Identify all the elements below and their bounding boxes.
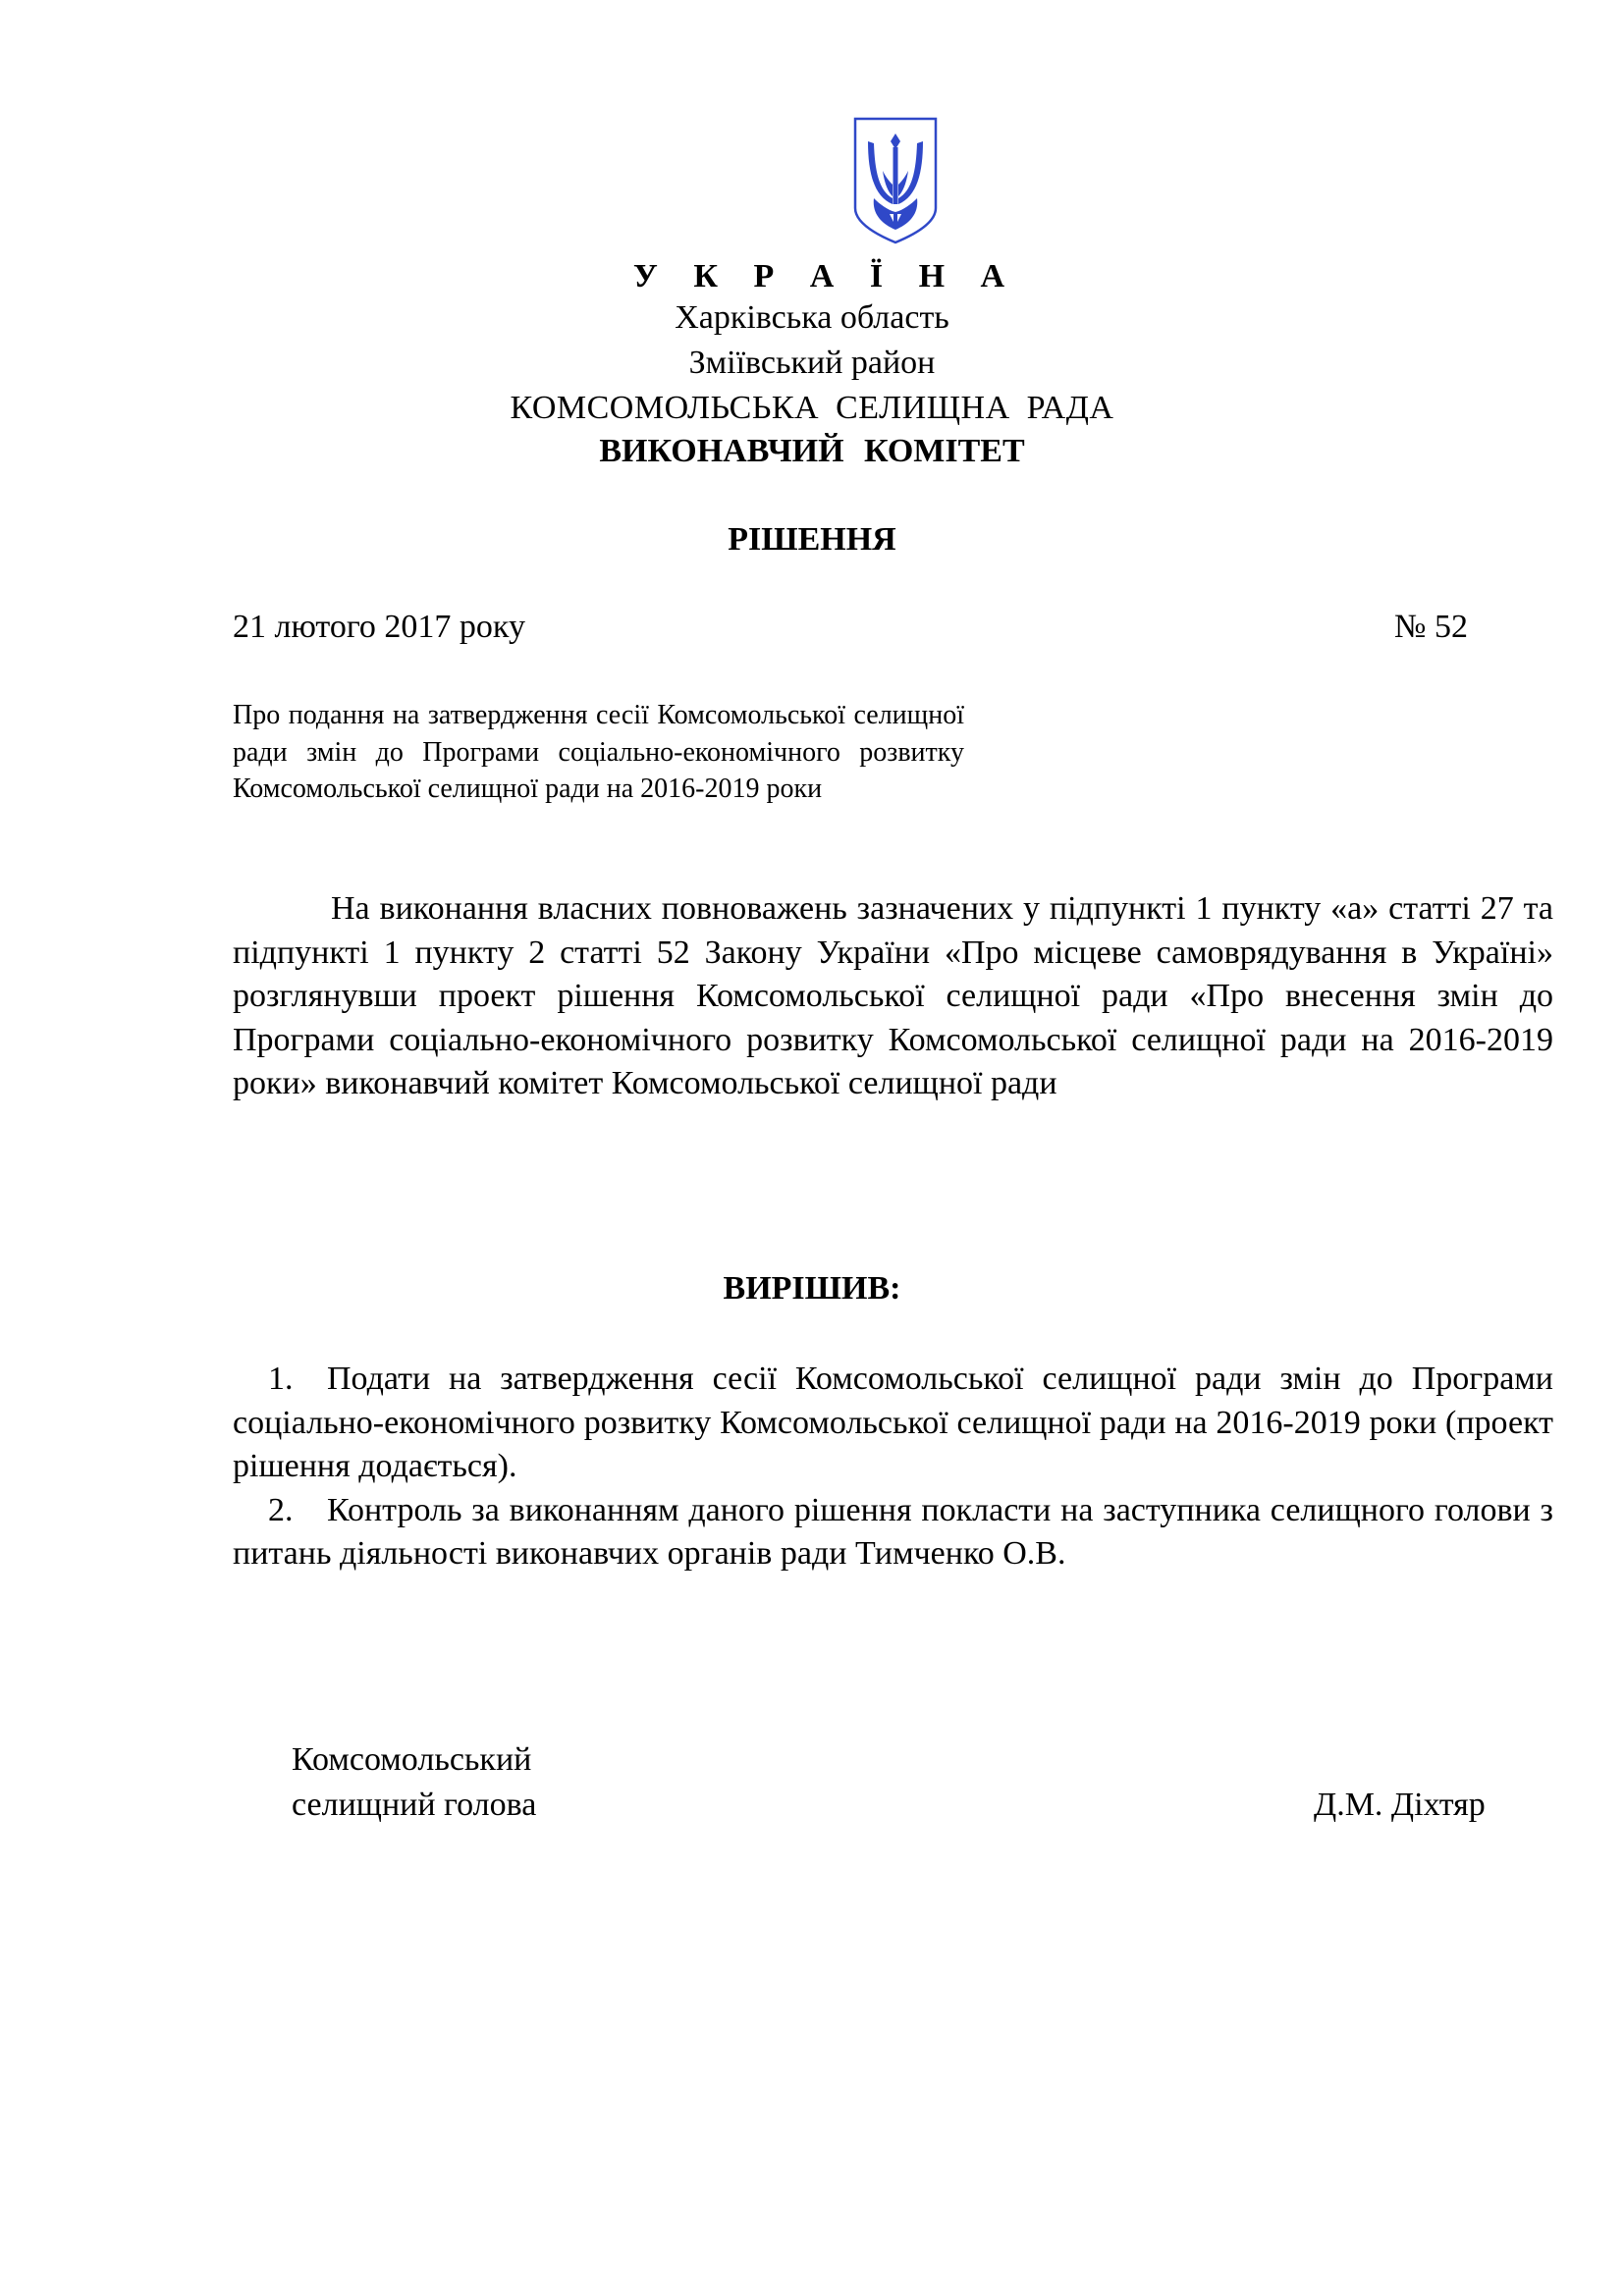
country-name: У К Р А Ї Н А (632, 258, 1019, 294)
decision-text: Контроль за виконанням даного рішення покласти на заступника селищного голови з питань діяльності виконавчих органів ради Тимченко О.В. (233, 1491, 1553, 1572)
decisions-list (233, 1358, 1553, 1576)
decision-item (233, 1358, 1553, 1489)
decision-number: 1. (268, 1361, 294, 1397)
document-number: № 52 (1394, 609, 1468, 645)
region-name: Харківська область (675, 299, 949, 336)
ukraine-trident-emblem-icon (852, 116, 939, 245)
document-subject: Про подання на затвердження сесії Комсомольської селищної ради змін до Програми соціально-економічного розвитку Комсомольської селищної ради на 2016-2019 роки (233, 700, 964, 804)
committee-name: ВИКОНАВЧИЙ КОМІТЕТ (599, 433, 1025, 469)
preamble-paragraph: На виконання власних повноважень зазначених у підпункті 1 пункту «а» статті 27 та підпункті 1 пункту 2 статті 52 Закону України «Про місцеве самоврядування в Україні» розглянувши проект рішення Комсомольської селищної ради «Про внесення змін до Програми соціально-економічного розвитку Комсомольської селищної ради на 2016-2019 роки» виконавчий комітет Комсомольської селищної ради (233, 890, 1553, 1101)
district-name: Зміївський район (688, 345, 936, 381)
document-type-title: РІШЕННЯ (728, 521, 896, 558)
signatory-title-line: селищний голова (292, 1787, 537, 1823)
council-name: КОМСОМОЛЬСЬКА СЕЛИЩНА РАДА (510, 390, 1114, 426)
document-date: 21 лютого 2017 року (233, 609, 525, 645)
signatory-title (292, 1737, 536, 1828)
signatory-title-line: Комсомольський (292, 1741, 532, 1778)
decision-number: 2. (268, 1491, 294, 1528)
signatory-name: Д.М. Діхтяр (1314, 1787, 1486, 1823)
decision-text: Подати на затвердження сесії Комсомольської селищної ради змін до Програми соціально-економічного розвитку Комсомольської селищної ради на 2016-2019 роки (проект рішення додається). (233, 1361, 1553, 1484)
decision-item (233, 1489, 1553, 1576)
decided-heading: ВИРІШИВ: (723, 1270, 901, 1307)
